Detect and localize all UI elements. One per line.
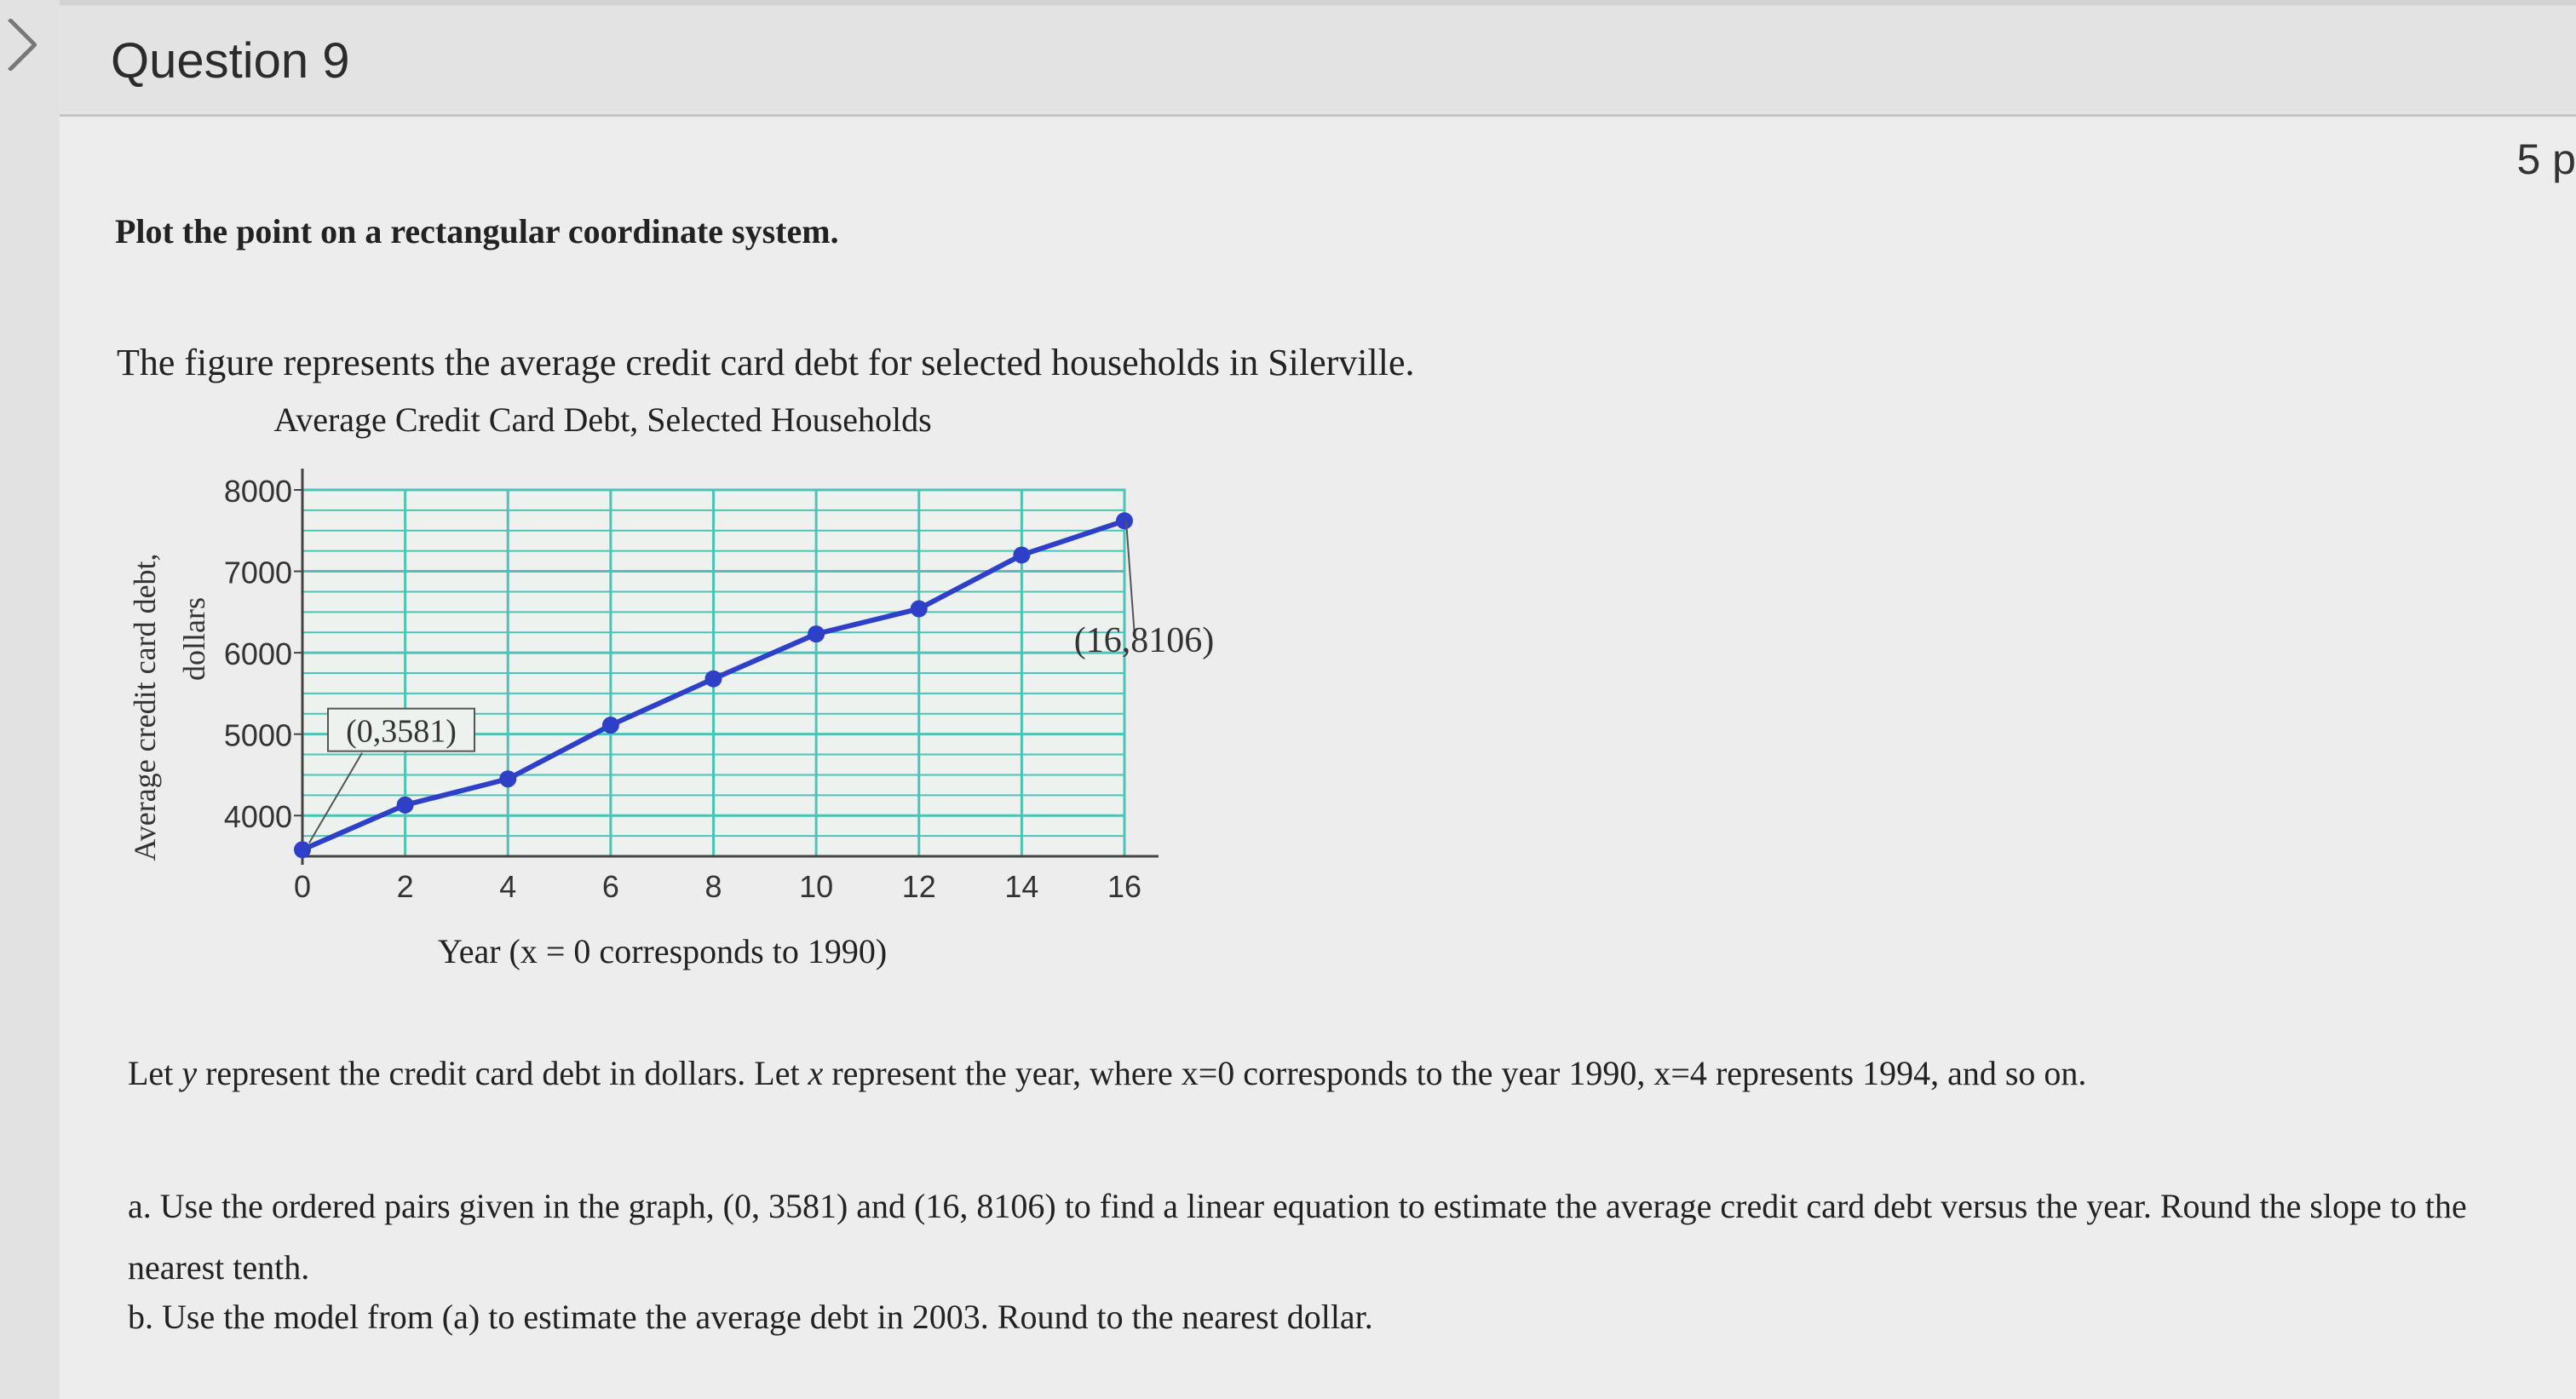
data-point — [911, 601, 928, 618]
y-axis-label-line2: dollars — [177, 597, 211, 681]
x-tick-label: 14 — [1004, 869, 1039, 904]
data-point — [602, 717, 619, 734]
x-tick-label: 0 — [293, 869, 312, 904]
paragraph-variables — [128, 1053, 2086, 1093]
y-tick-label: 6000 — [223, 636, 292, 672]
p1-text-b: represent the credit card debt in dollars. Let — [197, 1054, 808, 1092]
paragraph-part-a: a. Use the ordered pairs given in the graph, (0, 3581) and (16, 8106) to find a linear equation to estimate the average credit card debt versus the year. Round the slope to the nearest tenth. — [128, 1187, 2467, 1287]
x-tick-label: 10 — [799, 869, 834, 904]
chevron-right-icon[interactable] — [0, 18, 37, 72]
p1-text-c: represent the year, where — [823, 1054, 1182, 1092]
y-tick-label: 7000 — [223, 555, 292, 590]
x-tick-label: 8 — [704, 869, 722, 904]
p1-text-a: Let — [128, 1054, 182, 1092]
y-tick-label: 8000 — [223, 474, 292, 509]
points-label: 5 p — [2516, 135, 2576, 183]
data-point — [705, 671, 722, 688]
paragraph-part-b: b. Use the model from (a) to estimate the average debt in 2003. Round to the nearest dollar. — [128, 1298, 1373, 1336]
x-tick-label: 2 — [396, 869, 414, 904]
annotation-label-end: (16,8106) — [1073, 621, 1215, 660]
credit-debt-chart — [119, 400, 1312, 1014]
data-point — [294, 841, 311, 858]
p1-var-y: y — [181, 1054, 198, 1092]
data-point — [808, 625, 825, 642]
data-point — [397, 797, 414, 814]
p1-eq-x4: x=4 — [1653, 1054, 1707, 1092]
chart-svg — [119, 400, 1312, 1014]
left-edge — [0, 0, 60, 1399]
y-axis-label-line1: Average credit card debt, — [128, 553, 162, 861]
instruction-text: Plot the point on a rectangular coordinate system. — [115, 212, 839, 250]
y-tick-label: 5000 — [223, 717, 292, 753]
data-point — [1013, 546, 1030, 563]
x-tick-label: 4 — [499, 869, 517, 904]
annotation-leader-end — [1126, 521, 1135, 636]
question-header — [60, 5, 2576, 117]
figure-intro-text: The figure represents the average credit card debt for selected households in Silerville. — [117, 342, 1415, 383]
chart-title: Average Credit Card Debt, Selected Households — [273, 400, 932, 439]
p1-var-x: x — [808, 1054, 824, 1092]
y-tick-label: 4000 — [223, 799, 292, 835]
p1-text-e: corresponds to the year 1990, — [1234, 1054, 1654, 1092]
p1-text-g: represents 1994, and so on. — [1706, 1054, 2087, 1092]
x-tick-label: 6 — [601, 869, 619, 904]
data-point — [499, 770, 516, 787]
annotation-label-start: (0,3581) — [346, 713, 457, 750]
question-title: Question 9 — [111, 33, 350, 89]
x-tick-label: 16 — [1107, 869, 1142, 904]
x-axis-label: Year (x = 0 corresponds to 1990) — [437, 932, 888, 970]
p1-eq-x0: x=0 — [1181, 1054, 1235, 1092]
x-tick-label: 12 — [901, 869, 936, 904]
data-point — [1116, 512, 1133, 529]
